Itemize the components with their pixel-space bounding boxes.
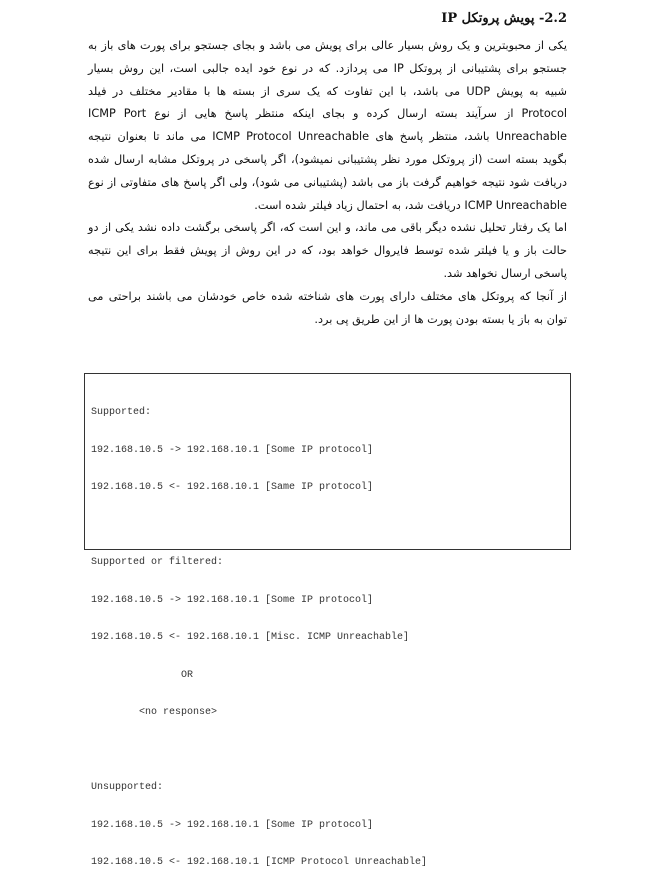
code-line bbox=[91, 520, 570, 533]
code-line: 192.168.10.5 <- 192.168.10.1 [ICMP Protocol Unreachable] bbox=[91, 857, 428, 868]
text-line: حالت باز و یا فیلتر شده توسط فایروال خواهد بود، که در این روش از پویش فقط برای این نتیجه bbox=[88, 244, 567, 258]
text-line: دریافت شود نتیجه خواهیم گرفت باز می باشد (پشتیبانی می شود)، ولی اگر پاسخ های متفاوتی از نوع bbox=[88, 175, 567, 189]
code-line: OR bbox=[91, 669, 194, 681]
paragraph-2 bbox=[88, 217, 567, 285]
text-line: ICMP Unreachable دریافت شد، به احتمال زیاد فیلتر شده است. bbox=[254, 198, 567, 212]
text-line: اما یک رفتار تحلیل نشده دیگر باقی می ماند، و این است که، اگر پاسخی برگشت داده نشد یکی از دو bbox=[88, 221, 567, 235]
code-line: <no response> bbox=[91, 707, 218, 718]
text-line: بگوید بسته است (از پروتکل مورد نظر پشتیبانی نمیشود)، اگر پاسخی در پروتکل مشابه ارسال شده bbox=[88, 152, 567, 166]
code-line: 192.168.10.5 <- 192.168.10.1 [Misc. ICMP Unreachable] bbox=[91, 632, 410, 643]
text-line: Protocol از سرآیند بسته ارسال کرده و بجای اینکه منتظر پاسخ هایی از نوع ICMP Port bbox=[88, 107, 568, 121]
code-line: Supported: bbox=[91, 407, 152, 418]
document-body bbox=[88, 35, 567, 331]
code-line: 192.168.10.5 -> 192.168.10.1 [Some IP protocol] bbox=[91, 594, 374, 606]
text-line: توان به باز یا بسته بودن پورت ها از این طریق پی برد. bbox=[314, 312, 567, 326]
text-line: Unreachable باشد، منتظر پاسخ های ICMP Protocol Unreachable می ماند تا بعنوان نتیجه bbox=[88, 130, 567, 144]
paragraph-1 bbox=[88, 35, 567, 217]
text-line: جستجو برای پشتیبانی از پروتکل IP می پردازد. که در نوع خود ایده جالبی است، این روش بسیار bbox=[88, 61, 567, 75]
code-block bbox=[84, 373, 571, 868]
code-line: 192.168.10.5 -> 192.168.10.1 [Some IP protocol] bbox=[91, 819, 374, 831]
text-line: از آنجا که پروتکل های مختلف دارای پورت های شناخته شده خاص خودشان می باشند براحتی می bbox=[88, 289, 567, 303]
text-line: پاسخی ارسال نخواهد شد. bbox=[443, 266, 567, 280]
code-line: 192.168.10.5 <- 192.168.10.1 [Same IP protocol] bbox=[91, 482, 374, 493]
code-line: Supported or filtered: bbox=[91, 557, 224, 568]
code-line: 192.168.10.5 -> 192.168.10.1 [Some IP protocol] bbox=[91, 444, 374, 456]
code-line bbox=[91, 745, 570, 758]
text-line: شبیه به پویش UDP می باشد، با این تفاوت که یک سری از بسته ها با مقادیر مختلف در فیلد bbox=[88, 84, 567, 98]
text-line: یکی از محبوبترین و یک روش بسیار عالی برای پویش می باشد و بجای جستجو برای پورت های باز به bbox=[88, 39, 567, 52]
code-line: Unsupported: bbox=[91, 782, 164, 793]
paragraph-3 bbox=[88, 286, 567, 332]
section-title: 2.2- پویش پروتکل IP bbox=[441, 11, 567, 26]
